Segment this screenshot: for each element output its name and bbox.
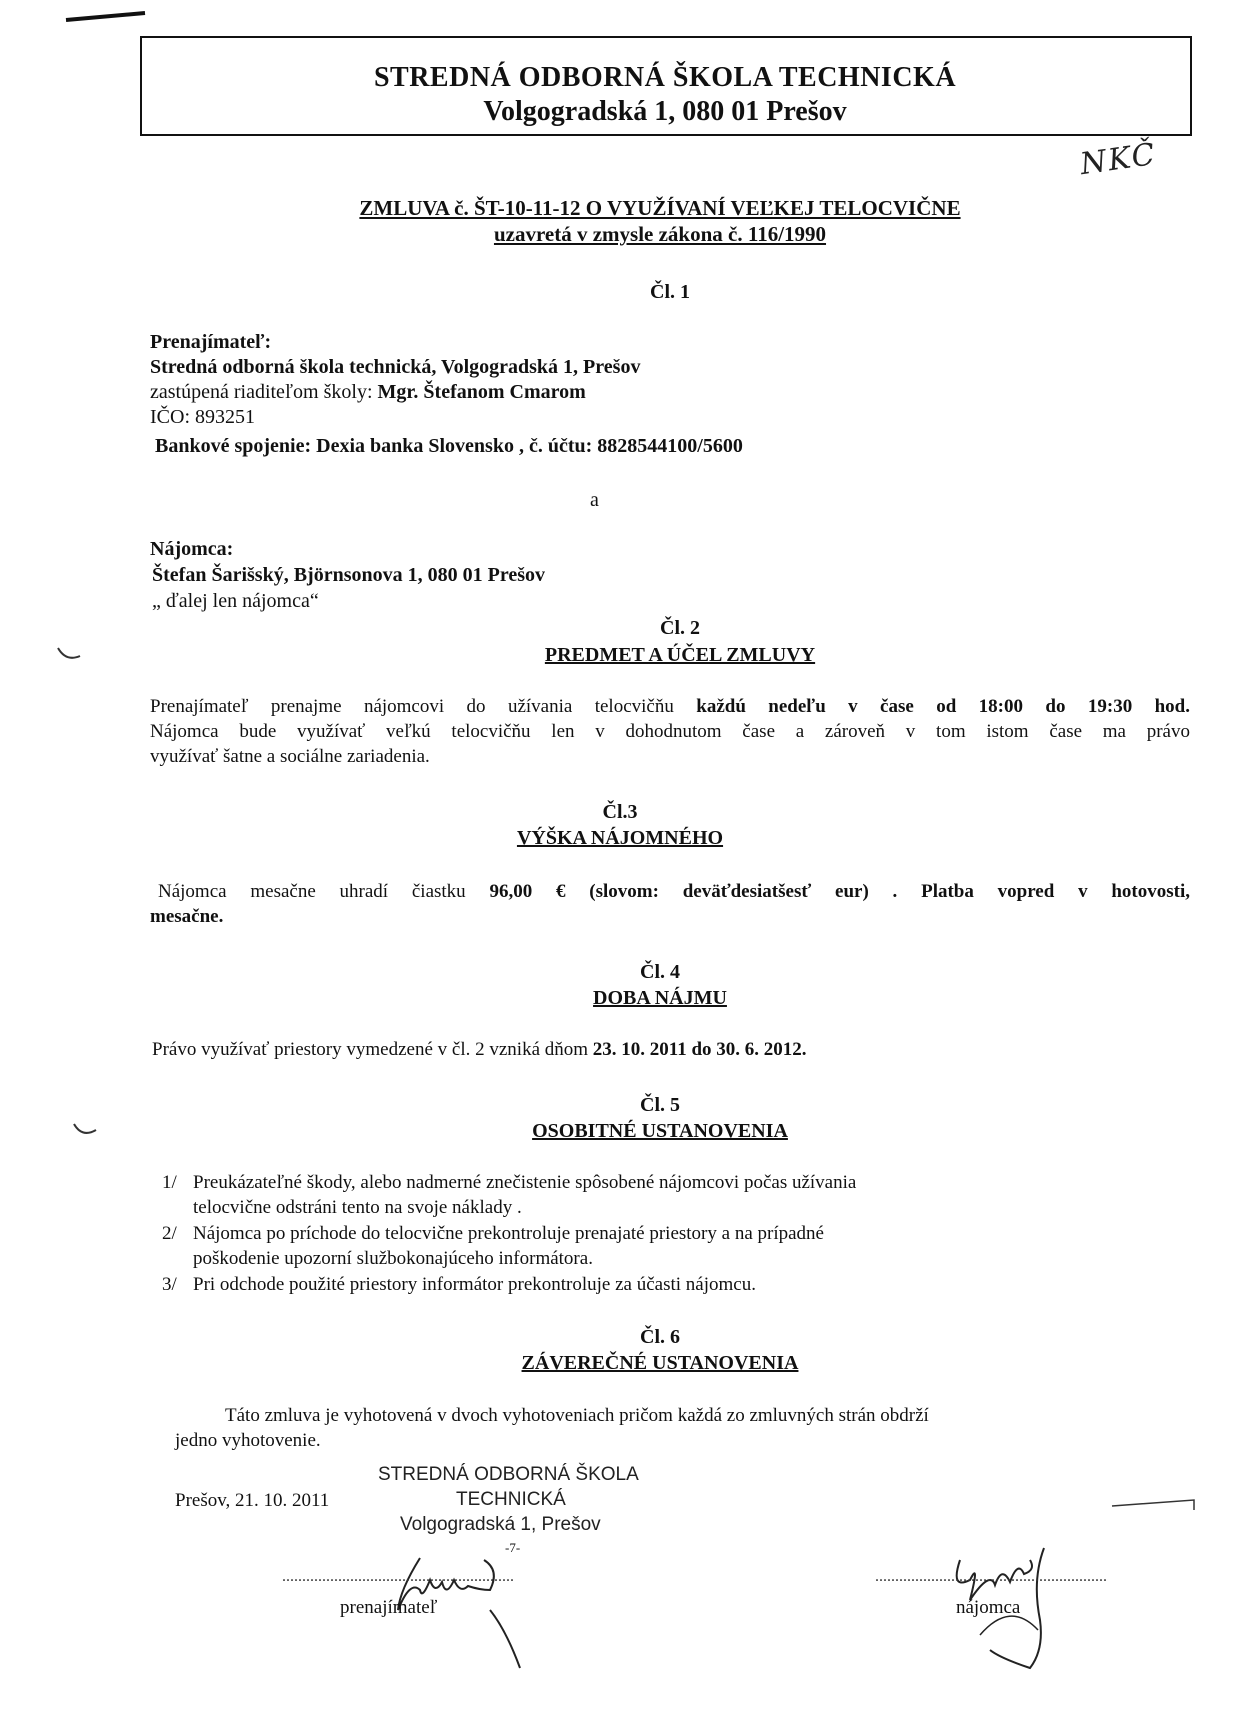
landlord-sign-label: prenajímateľ: [340, 1597, 438, 1618]
art4-dates: 23. 10. 2011 do 30. 6. 2012.: [592, 1039, 807, 1060]
art5-item-1-num: 1/: [162, 1172, 177, 1193]
represented-line: [150, 380, 586, 404]
art4-line-text: Právo využívať priestory vymedzené v čl. 2 vzniká dňom: [152, 1039, 593, 1060]
represented-name: Mgr. Štefanom Cmarom: [377, 381, 586, 403]
tenant-signature-line: ..........................................................: [875, 1568, 1107, 1585]
art3-line2: mesačne.: [150, 906, 224, 927]
tenant-sign-label: nájomca: [956, 1597, 1021, 1618]
art5-heading: Čl. 5: [640, 1094, 680, 1116]
art3-line1: [158, 880, 1190, 904]
art3-title: VÝŠKA NÁJOMNÉHO: [516, 827, 724, 849]
art2-line1-text: Prenajímateľ prenajme nájomcovi do užívania telocvičňu: [150, 696, 697, 717]
art5-item-2-line2: poškodenie upozorní službokonajúceho informátora.: [193, 1248, 593, 1269]
art6-line1: Táto zmluva je vyhotovená v dvoch vyhotoveniach pričom každá zo zmluvných strán obdrží: [225, 1405, 929, 1426]
art5-item-3-num: 3/: [162, 1274, 177, 1295]
art4-heading: Čl. 4: [640, 961, 680, 983]
and-word: a: [590, 489, 599, 511]
bank-details: Bankové spojenie: Dexia banka Slovensko , č. účtu: 8828544100/5600: [155, 435, 743, 457]
tenant-name: Štefan Šarišský, Björnsonova 1, 080 01 Prešov: [152, 564, 545, 586]
art5-item-3-line1: Pri odchode použité priestory informátor prekontroluje za účasti nájomcu.: [193, 1274, 756, 1295]
art5-item-1-line1: Preukázateľné škody, alebo nadmerné znečistenie spôsobené nájomcovi počas užívania: [193, 1172, 857, 1193]
art5-item-1-line2: telocvične odstráni tento na svoje náklady .: [193, 1197, 522, 1218]
landlord-signature-line: ..........................................................: [282, 1568, 514, 1585]
school-address: Volgogradská 1, 080 01 Prešov: [483, 96, 847, 127]
art6-title: ZÁVEREČNÉ USTANOVENIA: [521, 1352, 799, 1374]
school-title: STREDNÁ ODBORNÁ ŠKOLA TECHNICKÁ: [373, 62, 957, 93]
stamp-line1: STREDNÁ ODBORNÁ ŠKOLA: [378, 1464, 639, 1485]
art6-heading: Čl. 6: [640, 1326, 680, 1348]
art2-line1: [150, 695, 1190, 719]
art2-title: PREDMET A ÚČEL ZMLUVY: [544, 644, 816, 666]
art2-line2: Nájomca bude využívať veľkú telocvičňu len v dohodnutom čase a zároveň v tom istom čase ma právo: [150, 721, 1190, 742]
art5-item-2-num: 2/: [162, 1223, 177, 1244]
art4-line: [152, 1038, 807, 1062]
art5-title: OSOBITNÉ USTANOVENIA: [532, 1120, 788, 1142]
art3-amount: 96,00 € (slovom: deväťdesiatšesť eur) . Platba vopred v hotovosti,: [489, 881, 1191, 902]
place-date: Prešov, 21. 10. 2011: [175, 1490, 330, 1511]
art4-title: DOBA NÁJMU: [593, 987, 727, 1009]
art3-line1-text: Nájomca mesačne uhradí čiastku: [158, 881, 490, 902]
tenant-alias: „ ďalej len nájomca“: [152, 590, 319, 612]
art2-line3: využívať šatne a sociálne zariadenia.: [150, 746, 430, 767]
ico: IČO: 893251: [150, 406, 255, 428]
art2-heading: Čl. 2: [660, 617, 700, 639]
art2-schedule: každú nedeľu v čase od 18:00 do 19:30 hod.: [696, 696, 1190, 717]
stamp-number: -7-: [505, 1540, 521, 1555]
art1-heading: Čl. 1: [650, 281, 690, 303]
handwritten-mark: NKČ: [1077, 136, 1159, 183]
art5-item-2-line1: Nájomca po príchode do telocvične prekontroluje prenajaté priestory a na prípadné: [193, 1223, 824, 1244]
stamp-line2: TECHNICKÁ: [456, 1489, 566, 1510]
stamp-line3: Volgogradská 1, Prešov: [400, 1514, 601, 1535]
tenant-label: Nájomca:: [150, 538, 234, 560]
landlord-name: Stredná odborná škola technická, Volgogradská 1, Prešov: [150, 356, 641, 378]
landlord-label: Prenajímateľ:: [150, 331, 272, 353]
contract-title: ZMLUVA č. ŠT-10-11-12 O VYUŽÍVANÍ VEĽKEJ TELOCVIČNE: [359, 196, 961, 220]
contract-subtitle: uzavretá v zmysle zákona č. 116/1990: [493, 222, 827, 246]
art6-line2: jedno vyhotovenie.: [175, 1430, 321, 1451]
tenant-dash: [1110, 1490, 1200, 1520]
represented-prefix: zastúpená riaditeľom školy:: [150, 381, 373, 403]
art3-heading: Čl.3: [602, 801, 638, 823]
